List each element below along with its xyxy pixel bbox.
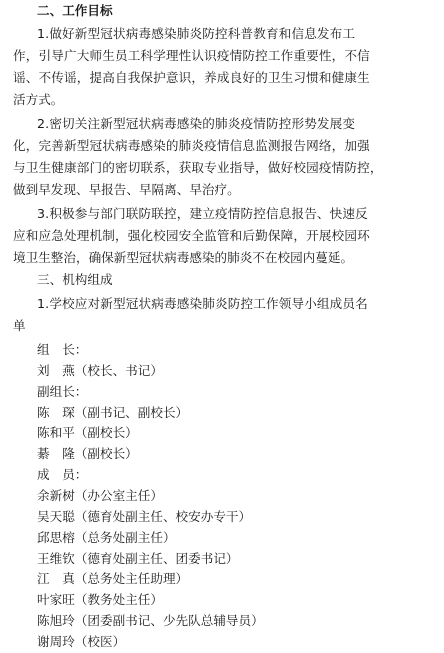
roster-role-leader: 组 长： bbox=[37, 342, 88, 357]
roster-entry: 余新树（办公室主任） bbox=[37, 488, 163, 503]
org-intro-line: 1.学校应对新型冠状病毒感染肺炎防控工作领导小组成员名 bbox=[37, 296, 368, 311]
roster-entry: 吴天聪（德育处副主任、校安办专干） bbox=[37, 508, 252, 524]
goal-line: 2.密切关注新型冠状病毒感染的肺炎疫情防控形势发展变 bbox=[37, 116, 356, 131]
goal-line: 3.积极参与部门联防联控，建立疫情防控信息报告、快速反 bbox=[37, 206, 368, 221]
section-heading-goals: 二、工作目标 bbox=[37, 3, 113, 18]
roster-entry: 谢周玲（校医） bbox=[37, 634, 126, 649]
goal-line: 与卫生健康部门的密切联系，获取专业指导，做好校园疫情防控， bbox=[13, 160, 383, 175]
goal-line: 谣、不传谣，提高自我保护意识，养成良好的卫生习惯和健康生 bbox=[13, 70, 370, 85]
org-intro-line: 单 bbox=[13, 318, 26, 333]
section-heading-org: 三、机构组成 bbox=[37, 272, 113, 287]
roster-entry: 叶家旺（教务处主任） bbox=[37, 592, 163, 608]
roster-entry: 邱思榕（总务处副主任） bbox=[37, 529, 176, 545]
goal-line: 做到早发现、早报告、早隔离、早治疗。 bbox=[13, 182, 240, 197]
goal-line: 应和应急处理机制，强化校园安全监管和后勤保障，开展校园环 bbox=[13, 228, 370, 243]
roster-entry: 刘 燕（校长、书记） bbox=[37, 362, 163, 378]
roster-entry: 陈旭玲（团委副书记、少先队总辅导员） bbox=[37, 613, 264, 629]
roster-entry: 綦 隆（副校长） bbox=[37, 446, 138, 462]
roster-entry: 陈 琛（副书记、副校长） bbox=[37, 404, 189, 420]
goal-line: 境卫生整治，确保新型冠状病毒感染的肺炎不在校园内蔓延。 bbox=[13, 250, 354, 265]
roster-entry: 王维钦（德育处副主任、团委书记） bbox=[37, 550, 239, 566]
goal-line: 作，引导广大师生员工科学理性认识疫情防控工作重要性，不信 bbox=[13, 48, 370, 63]
goal-line: 化，完善新型冠状病毒感染的肺炎疫情信息监测报告网络，加强 bbox=[13, 138, 370, 153]
roster-role-deputy: 副组长： bbox=[37, 383, 88, 399]
goal-line: 1.做好新型冠状病毒感染肺炎防控科普教育和信息发布工 bbox=[37, 26, 356, 41]
roster-role-members: 成 员： bbox=[37, 467, 88, 483]
roster-entry: 江 真（总务处主任助理） bbox=[37, 571, 189, 587]
roster-entry: 陈和平（副校长） bbox=[37, 425, 138, 441]
goal-line: 活方式。 bbox=[13, 92, 64, 107]
